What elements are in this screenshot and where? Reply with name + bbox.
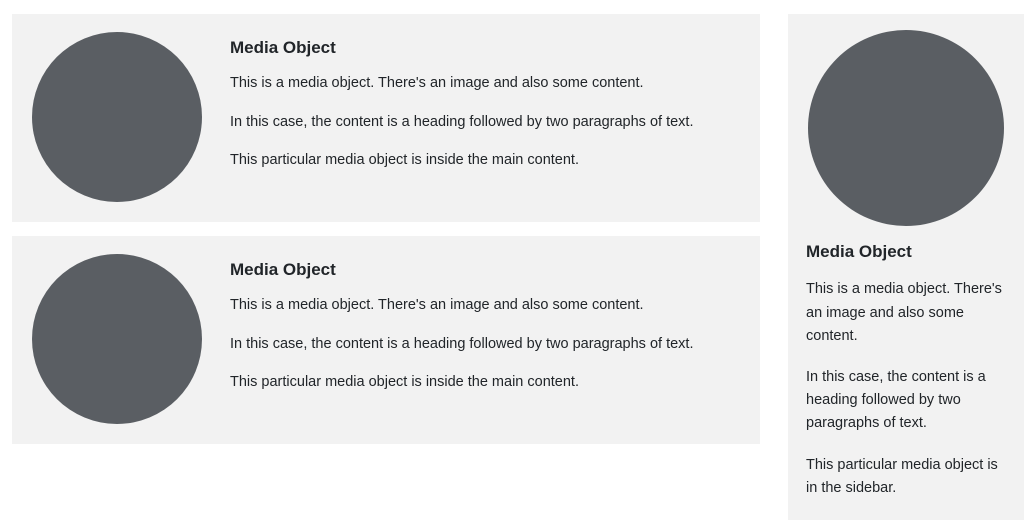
media-object-card [12, 14, 760, 222]
media-object-title: Media Object [230, 260, 336, 279]
sidebar-media-object-title: Media Object [806, 242, 912, 261]
main-content-column [12, 14, 760, 444]
media-object-paragraph: This particular media object is inside the main content. [230, 152, 579, 169]
media-object-paragraph: In this case, the content is a heading followed by two paragraphs of text. [230, 335, 694, 352]
sidebar-media-object-paragraph: In this case, the content is a heading followed by two paragraphs of text. [806, 368, 986, 432]
sidebar-media-object-paragraph: This is a media object. There's an image and also some content. [806, 281, 1002, 344]
media-object-paragraph: This is a media object. There's an image and also some content. [230, 75, 644, 92]
media-object-title: Media Object [230, 38, 336, 57]
media-object-paragraph: In this case, the content is a heading followed by two paragraphs of text. [230, 113, 694, 130]
media-object-body [230, 32, 740, 172]
placeholder-avatar-image [32, 32, 202, 202]
sidebar-column [788, 14, 1024, 520]
sidebar-media-object-paragraph: This particular media object is in the sidebar. [806, 456, 998, 496]
media-object-paragraph: This is a media object. There's an image and also some content. [230, 297, 644, 314]
placeholder-avatar-image [808, 30, 1004, 226]
media-object-body [230, 254, 740, 394]
sidebar-media-object-card [788, 14, 1024, 520]
media-object-card [12, 236, 760, 444]
placeholder-avatar-image [32, 254, 202, 424]
media-object-paragraph: This particular media object is inside the main content. [230, 374, 579, 391]
